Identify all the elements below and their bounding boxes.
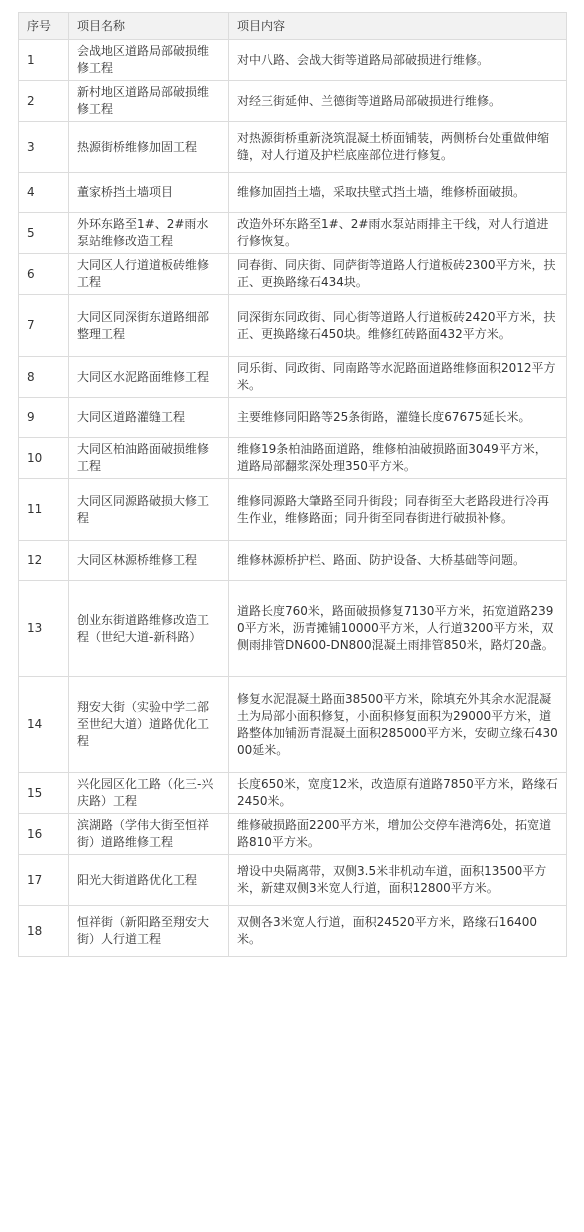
cell-project-content: 修复水泥混凝土路面38500平方米，除填充外其余水泥混凝土为局部小面积修复，小面积修复面积为29000平方米，道路整体加铺沥青混凝土面积285000平方米，安砌立缘石43000延米。 (229, 677, 567, 773)
cell-project-content: 双侧各3米宽人行道，面积24520平方米，路缘石16400米。 (229, 906, 567, 957)
cell-project-name: 恒祥街（新阳路至翔安大街）人行道工程 (69, 906, 229, 957)
table-row (19, 906, 567, 957)
cell-project-name: 翔安大街（实验中学二部至世纪大道）道路优化工程 (69, 677, 229, 773)
table-row (19, 773, 567, 814)
cell-project-name: 创业东街道路维修改造工程（世纪大道-新科路） (69, 581, 229, 677)
cell-serial-number: 12 (19, 541, 69, 581)
cell-project-content: 维修同源路大肇路至同升街段；同春街至大老路段进行冷再生作业，维修路面；同升街至同春街进行破损补修。 (229, 479, 567, 541)
cell-project-name: 大同区水泥路面维修工程 (69, 357, 229, 398)
table-row (19, 855, 567, 906)
cell-serial-number: 15 (19, 773, 69, 814)
cell-project-content: 改造外环东路至1#、2#雨水泵站雨排主干线，对人行道进行修恢复。 (229, 213, 567, 254)
table-row (19, 541, 567, 581)
cell-project-content: 维修林源桥护栏、路面、防护设备、大桥基础等问题。 (229, 541, 567, 581)
cell-project-content: 对经三街延伸、兰德街等道路局部破损进行维修。 (229, 81, 567, 122)
table-header-row (19, 13, 567, 40)
table-row (19, 438, 567, 479)
cell-serial-number: 9 (19, 398, 69, 438)
cell-serial-number: 18 (19, 906, 69, 957)
cell-serial-number: 4 (19, 173, 69, 213)
cell-project-content: 长度650米，宽度12米，改造原有道路7850平方米，路缘石2450米。 (229, 773, 567, 814)
cell-project-name: 新村地区道路局部破损维修工程 (69, 81, 229, 122)
cell-serial-number: 6 (19, 254, 69, 295)
table-row (19, 122, 567, 173)
cell-serial-number: 17 (19, 855, 69, 906)
table-row (19, 213, 567, 254)
cell-project-content: 同乐街、同政街、同南路等水泥路面道路维修面积2012平方米。 (229, 357, 567, 398)
cell-project-content: 维修加固挡土墙，采取扶壁式挡土墙，维修桥面破损。 (229, 173, 567, 213)
cell-project-content: 主要维修同阳路等25条街路，灌缝长度67675延长米。 (229, 398, 567, 438)
table-row (19, 295, 567, 357)
cell-serial-number: 1 (19, 40, 69, 81)
project-table-container (18, 12, 566, 957)
cell-project-name: 大同区林源桥维修工程 (69, 541, 229, 581)
cell-project-content: 维修19条柏油路面道路，维修柏油破损路面3049平方米，道路局部翻浆深处理350平方米。 (229, 438, 567, 479)
cell-project-name: 阳光大街道路优化工程 (69, 855, 229, 906)
cell-project-name: 外环东路至1#、2#雨水泵站维修改造工程 (69, 213, 229, 254)
table-row (19, 677, 567, 773)
header-project-content: 项目内容 (229, 13, 567, 40)
cell-project-name: 大同区同源路破损大修工程 (69, 479, 229, 541)
project-table (18, 12, 567, 957)
cell-project-name: 董家桥挡土墙项目 (69, 173, 229, 213)
table-row (19, 479, 567, 541)
cell-serial-number: 10 (19, 438, 69, 479)
cell-serial-number: 16 (19, 814, 69, 855)
cell-serial-number: 5 (19, 213, 69, 254)
table-body (19, 40, 567, 957)
cell-project-content: 道路长度760米，路面破损修复7130平方米，拓宽道路2390平方米，沥青摊铺10000平方米，人行道3200平方米，双侧雨排管DN600-DN800混凝土雨排管850米，路灯20盏。 (229, 581, 567, 677)
cell-project-name: 大同区人行道道板砖维修工程 (69, 254, 229, 295)
cell-project-content: 对中八路、会战大街等道路局部破损进行维修。 (229, 40, 567, 81)
header-project-name: 项目名称 (69, 13, 229, 40)
cell-project-name: 会战地区道路局部破损维修工程 (69, 40, 229, 81)
cell-serial-number: 11 (19, 479, 69, 541)
cell-project-name: 兴化园区化工路（化三-兴庆路）工程 (69, 773, 229, 814)
table-row (19, 81, 567, 122)
cell-project-name: 热源街桥维修加固工程 (69, 122, 229, 173)
cell-project-name: 大同区柏油路面破损维修工程 (69, 438, 229, 479)
cell-project-name: 大同区同深街东道路细部整理工程 (69, 295, 229, 357)
table-row (19, 581, 567, 677)
cell-serial-number: 8 (19, 357, 69, 398)
cell-serial-number: 7 (19, 295, 69, 357)
table-row (19, 398, 567, 438)
cell-project-content: 同春街、同庆街、同萨街等道路人行道板砖2300平方米，扶正、更换路缘石434块。 (229, 254, 567, 295)
table-row (19, 40, 567, 81)
table-row (19, 357, 567, 398)
cell-project-content: 对热源街桥重新浇筑混凝土桥面铺装，两侧桥台处重做伸缩缝，对人行道及护栏底座部位进行修复。 (229, 122, 567, 173)
cell-serial-number: 3 (19, 122, 69, 173)
table-row (19, 173, 567, 213)
cell-serial-number: 14 (19, 677, 69, 773)
cell-serial-number: 13 (19, 581, 69, 677)
cell-project-content: 维修破损路面2200平方米，增加公交停车港湾6处，拓宽道路810平方米。 (229, 814, 567, 855)
cell-project-content: 同深街东同政街、同心街等道路人行道板砖2420平方米，扶正、更换路缘石450块。维修红砖路面432平方米。 (229, 295, 567, 357)
header-serial-number: 序号 (19, 13, 69, 40)
cell-project-name: 滨湖路（学伟大街至恒祥街）道路维修工程 (69, 814, 229, 855)
table-row (19, 814, 567, 855)
table-row (19, 254, 567, 295)
cell-project-content: 增设中央隔离带，双侧3.5米非机动车道，面积13500平方米，新建双侧3米宽人行道，面积12800平方米。 (229, 855, 567, 906)
cell-serial-number: 2 (19, 81, 69, 122)
cell-project-name: 大同区道路灌缝工程 (69, 398, 229, 438)
